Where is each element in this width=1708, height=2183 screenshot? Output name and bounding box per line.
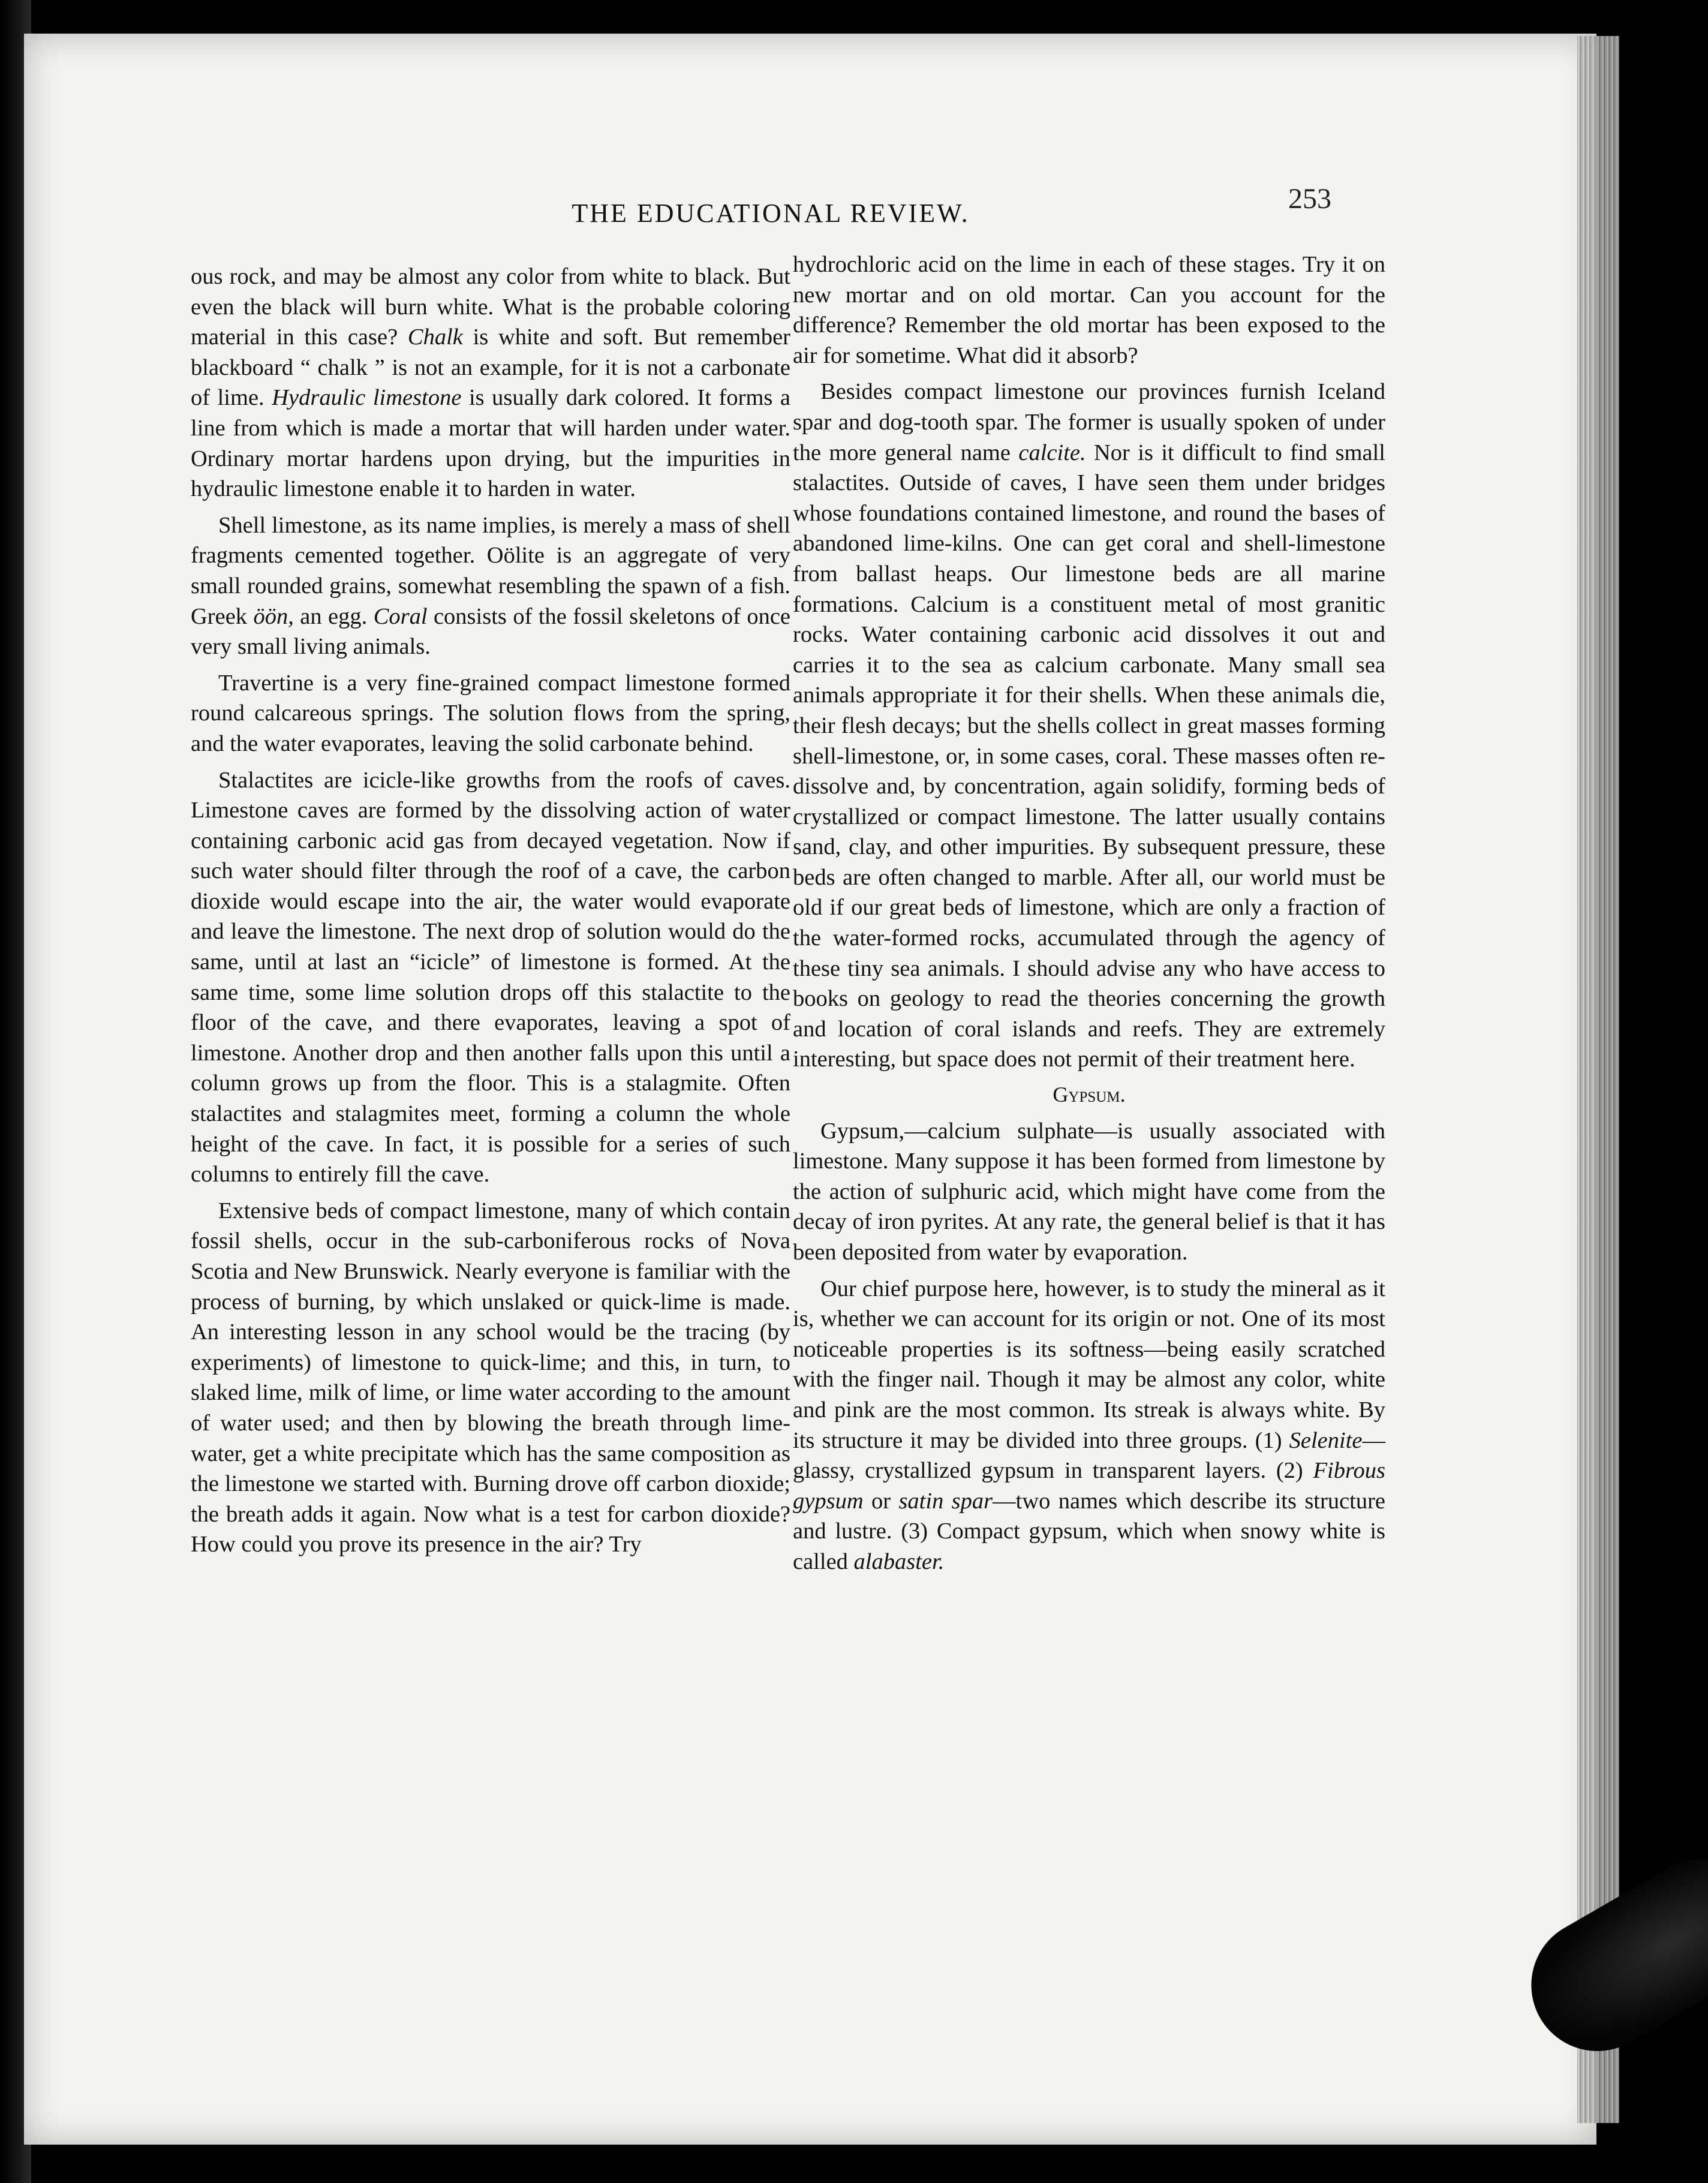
paragraph: Extensive beds of compact limestone, many of which contain fossil shells, occur in the sub-carboniferous rocks of Nova Scotia and New Brunswick. Nearly everyone is familiar with the process of burning, by which unslaked or quick-lime is made. An interesting lesson in any school would be the tracing (by experiments) of limestone to quick-lime; and this, in turn, to slaked lime, milk of lime, or lime water according to the amount of water used; and then by blowing the breath through lime-water, get a white precipitate which has the same composition as the limestone we started with. Burning drove off carbon dioxide; the breath adds it again. Now what is a test for carbon dioxide? How could you prove its presence in the air? Try xyxy=(191,1198,790,1557)
paragraph: ous rock, and may be almost any color from white to black. But even the black will burn white. What is the probable coloring material in this case? Chalk is white and soft. But remember blackboard “ chalk ” is not an example, for it is not a carbonate of lime. Hydraulic limestone is usually dark colored. It forms a line from which is made a mortar that will harden under water. Ordinary mortar hardens upon drying, but the impurities in hydraulic limestone enable it to harden in water. xyxy=(191,264,791,502)
section-heading: Gypsum. xyxy=(1053,1083,1126,1107)
paragraph: hydrochloric acid on the lime in each of these stages. Try it on new mortar and on old mortar. Can you account for the difference? Remember the old mortar has been exposed to the air for sometime. What did it absorb? xyxy=(793,252,1385,368)
page-number: 253 xyxy=(1288,183,1331,215)
paragraph: Shell limestone, as its name implies, is merely a mass of shell fragments cemented together. Oölite is an aggregate of very small rounded grains, somewhat resembling the spawn of a fish. Greek öön, an egg. Coral consists of the fossil skeletons of once very small living animals. xyxy=(191,512,790,660)
left-column xyxy=(191,261,790,1560)
paragraph: Travertine is a very fine-grained compact limestone formed round calcareous springs. The solution flows from the spring, and the water evaporates, leaving the solid carbonate behind. xyxy=(191,670,790,756)
paragraph: Our chief purpose here, however, is to study the mineral as it is, whether we can account for its origin or not. One of its most noticeable properties is its softness—being easily scratched with the finger nail. Though it may be almost any color, white and pink are the most common. Its streak is always white. By its structure it may be divided into three groups. (1) Selenite—glassy, crystallized gypsum in transparent layers. (2) Fibrous gypsum or satin spar—two names which describe its structure and lustre. (3) Compact gypsum, which when snowy white is called alabaster. xyxy=(793,1276,1386,1574)
right-column xyxy=(793,249,1385,1577)
paragraph: Stalactites are icicle-like growths from the roofs of caves. Limestone caves are formed by the dissolving action of water containing carbonic acid gas from decayed vegetation. Now if such water should filter through the roof of a cave, the carbon dioxide would escape into the air, the water would evaporate and leave the limestone. The next drop of solution would do the same, until at last an “icicle” of limestone is formed. At the same time, some lime solution drops off this stalactite to the floor of the cave, and there evaporates, leaving a spot of limestone. Another drop and then another falls upon this until a column grows up from the floor. This is a stalagmite. Often stalactites and stalagmites meet, forming a column the whole height of the cave. In fact, it is possible for a series of such columns to entirely fill the cave. xyxy=(191,767,790,1187)
paragraph: Besides compact limestone our provinces furnish Iceland spar and dog-tooth spar. The former is usually spoken of under the more general name calcite. Nor is it difficult to find small stalactites. Outside of caves, I have seen them under bridges whose foundations contained limestone, and round the bases of abandoned lime-kilns. One can get coral and shell-limestone from ballast heaps. Our limestone beds are all marine formations. Calcium is a constituent metal of most granitic rocks. Water containing carbonic acid dissolves it out and carries it to the sea as calcium carbonate. Many small sea animals appropriate it for their shells. When these animals die, their flesh decays; but the shells collect in great masses forming shell-limestone, or, in some cases, coral. These masses often re-dissolve and, by concentration, again solidify, forming beds of crystallized or compact limestone. The latter usually contains sand, clay, and other impurities. By subsequent pressure, these beds are often changed to marble. After all, our world must be old if our great beds of limestone, which are only a fraction of the water-formed rocks, accumulated through the agency of these tiny sea animals. I should advise any who have access to books on geology to read the theories concerning the growth and location of coral islands and reefs. They are extremely interesting, but space does not permit of their treatment here. xyxy=(793,379,1385,1072)
paragraph: Gypsum,—calcium sulphate—is usually associated with limestone. Many suppose it has been formed from limestone by the action of sulphuric acid, which might have come from the decay of iron pyrites. At any rate, the general belief is that it has been deposited from water by evaporation. xyxy=(793,1118,1385,1265)
running-head: THE EDUCATIONAL REVIEW. xyxy=(572,199,970,228)
page-edges xyxy=(1577,36,1619,2123)
